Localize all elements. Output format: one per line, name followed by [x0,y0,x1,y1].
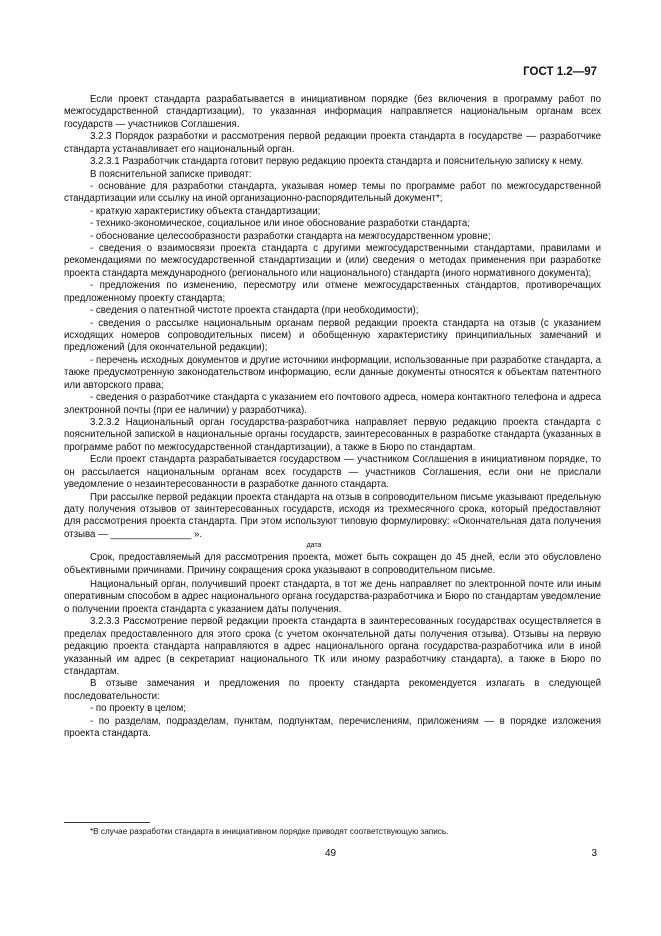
list-item: - обоснование целесообразности разработки стандарта на межгосударственном уровне; [90,230,491,242]
document-code: ГОСТ 1.2—97 [523,66,597,78]
paragraph: Национальный орган, получивший проект стандарта, в тот же день направляет по электронной почте или иным оперативным способом в адрес национального органа государства-разработчика и Бюро по стандартам уведомление о получении проекта стандарта с указанием даты получения. [64,579,601,615]
paragraph: В пояснительной записке приводят: [90,168,252,180]
page-number: 49 [324,848,337,859]
list-item: - краткую характеристику объекта стандартизации; [90,205,321,217]
list-item: - перечень исходных документов и другие источники информации, использованные при разработке стандарта, а также предусмотренную законодательством информацию, если данные документы относятся к объектам патентного или авторского права; [64,354,601,391]
list-item: - сведения о рассылке национальным органам первой редакции проекта стандарта на отзыв (с указанием исходящих номеров сопроводительных писем) и обобщенную характеристику принципиальных замечаний и предложений (для окончательной редакции); [64,317,601,354]
paragraph: При рассылке первой редакции проекта стандарта на отзыв в сопроводительном письме указывают предельную дату получения отзывов от заинтересованных государств, исходя из трехмесячного срока, который предоставляют для рассмотрения проекта стандарта. При этом используют типовую формулировку: «Окончательная дата получения отзыва — _______________ ». [64,491,601,540]
list-item: - по проекту в целом; [90,703,186,715]
list-item: - сведения о разработчике стандарта с указанием его почтового адреса, номера контактного телефона и адреса электронной почты (при ее наличии) у разработчика). [64,392,601,416]
list-item: - по разделам, подразделам, пунктам, подпунктам, перечислениям, приложениям — в порядке изложения проекта стандарта. [64,715,601,740]
paragraph: 3.2.3.3 Рассмотрение первой редакции проекта стандарта в заинтересованных государствах осуществляется в пределах предоставленного для этого срока (с учетом окончательной даты получения отзыва). Отзывы на первую редакцию проекта стандарта направляются в адрес национального органа государства-разработчика или в иной указанный им адрес (в секретариат национального ТК или иному разработчику стандарта), а также в Бюро по стандартам. [64,616,601,677]
list-item: - сведения о взаимосвязи проекта стандарта с другими межгосударственными стандартами, правилами и рекомендациями по межгосударственной стандартизации и (или) сведения о методах применения при разработке проекта стандарта международного (регионального или национального) стандарта (иного нормативного документа); [64,243,601,279]
footnote: *В случае разработки стандарта в инициативном порядке приводят соответствующую запись. [90,827,449,836]
paragraph: 3.2.3.2 Национальный орган государства-разработчика направляет первую редакцию проекта стандарта с пояснительной запиской в национальные органы государств, заинтересованных в разработке стандарта (указанных в программе работ по межгосударственной стандартизации), а также в Бюро по стандартам. [64,416,601,453]
list-item: - сведения о патентной чистоте проекта стандарта (при необходимости); [90,305,419,317]
paragraph: Срок, предоставляемый для рассмотрения проекта, может быть сокращен до 45 дней, если это обусловлено объективными причинами. Причину сокращения срока указывают в сопроводительном письме. [64,552,601,576]
paragraph: 3.2.3 Порядок разработки и рассмотрения первой редакции проекта стандарта в государстве — разработчике стандарта устанавливает его национальный орган. [64,131,601,155]
paragraph: Если проект стандарта разрабатывается государством — участником Соглашения в инициативном порядке, то он рассылается национальным органам всех государств — участников Соглашения, если они не прислали уведомление о незаинтересованности в разработке данного стандарта. [64,454,601,491]
list-item: - основание для разработки стандарта, указывая номер темы по программе работ по межгосударственной стандартизации или ссылку на иной организационно-распорядительный документ*; [64,180,601,205]
body-text [64,94,601,741]
list-item: - предложения по изменению, пересмотру или отмене межгосударственных стандартов, противоречащих предложенному проекту стандарта; [64,280,601,304]
list-item: - технико-экономическое, социальное или иное обоснование разработки стандарта; [90,218,470,230]
paragraph: 3.2.3.1 Разработчик стандарта готовит первую редакцию проекта стандарта и пояснительную записку к нему. [90,156,584,168]
paragraph: Если проект стандарта разрабатывается в инициативном порядке (без включения в программу работ по межгосударственной стандартизации), то указанная информация направляется национальным органам всех государств — участников Соглашения. [64,94,601,130]
sheet-number: 3 [591,848,597,859]
date-caption: дата [306,542,322,550]
paragraph: В отзыве замечания и предложения по проекту стандарта рекомендуется излагать в следующей последовательности: [64,678,601,702]
footnote-divider [64,822,150,823]
